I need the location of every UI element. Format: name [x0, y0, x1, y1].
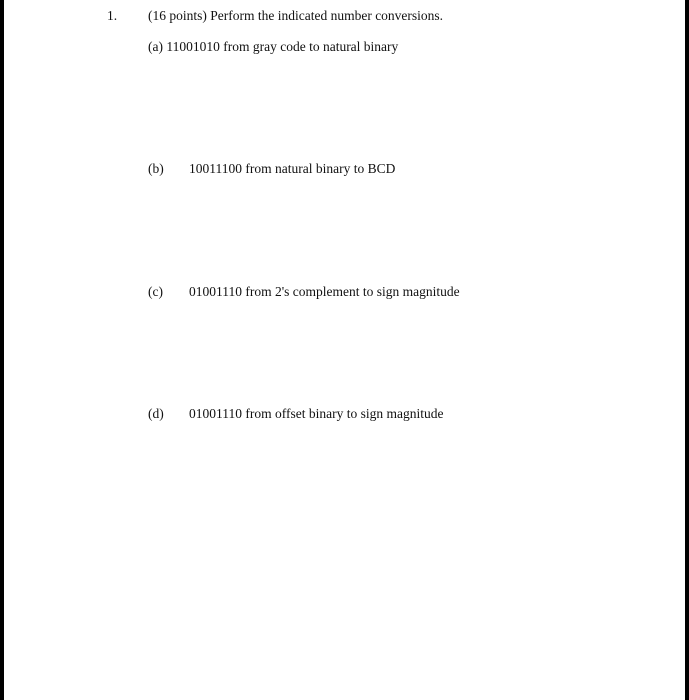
part-c-label: (c) [148, 284, 163, 299]
question-number: 1. [107, 8, 118, 23]
part-d-label: (d) [148, 406, 164, 421]
part-d-text: 01001110 from offset binary to sign magnitude [189, 406, 444, 421]
question-header: (16 points) Perform the indicated number conversions. [148, 8, 444, 23]
part-b-text: 10011100 from natural binary to BCD [189, 161, 396, 176]
part-c-text: 01001110 from 2's complement to sign magnitude [189, 284, 460, 299]
part-b-label: (b) [148, 161, 164, 176]
part-a-text: (a) 11001010 from gray code to natural binary [148, 39, 399, 54]
